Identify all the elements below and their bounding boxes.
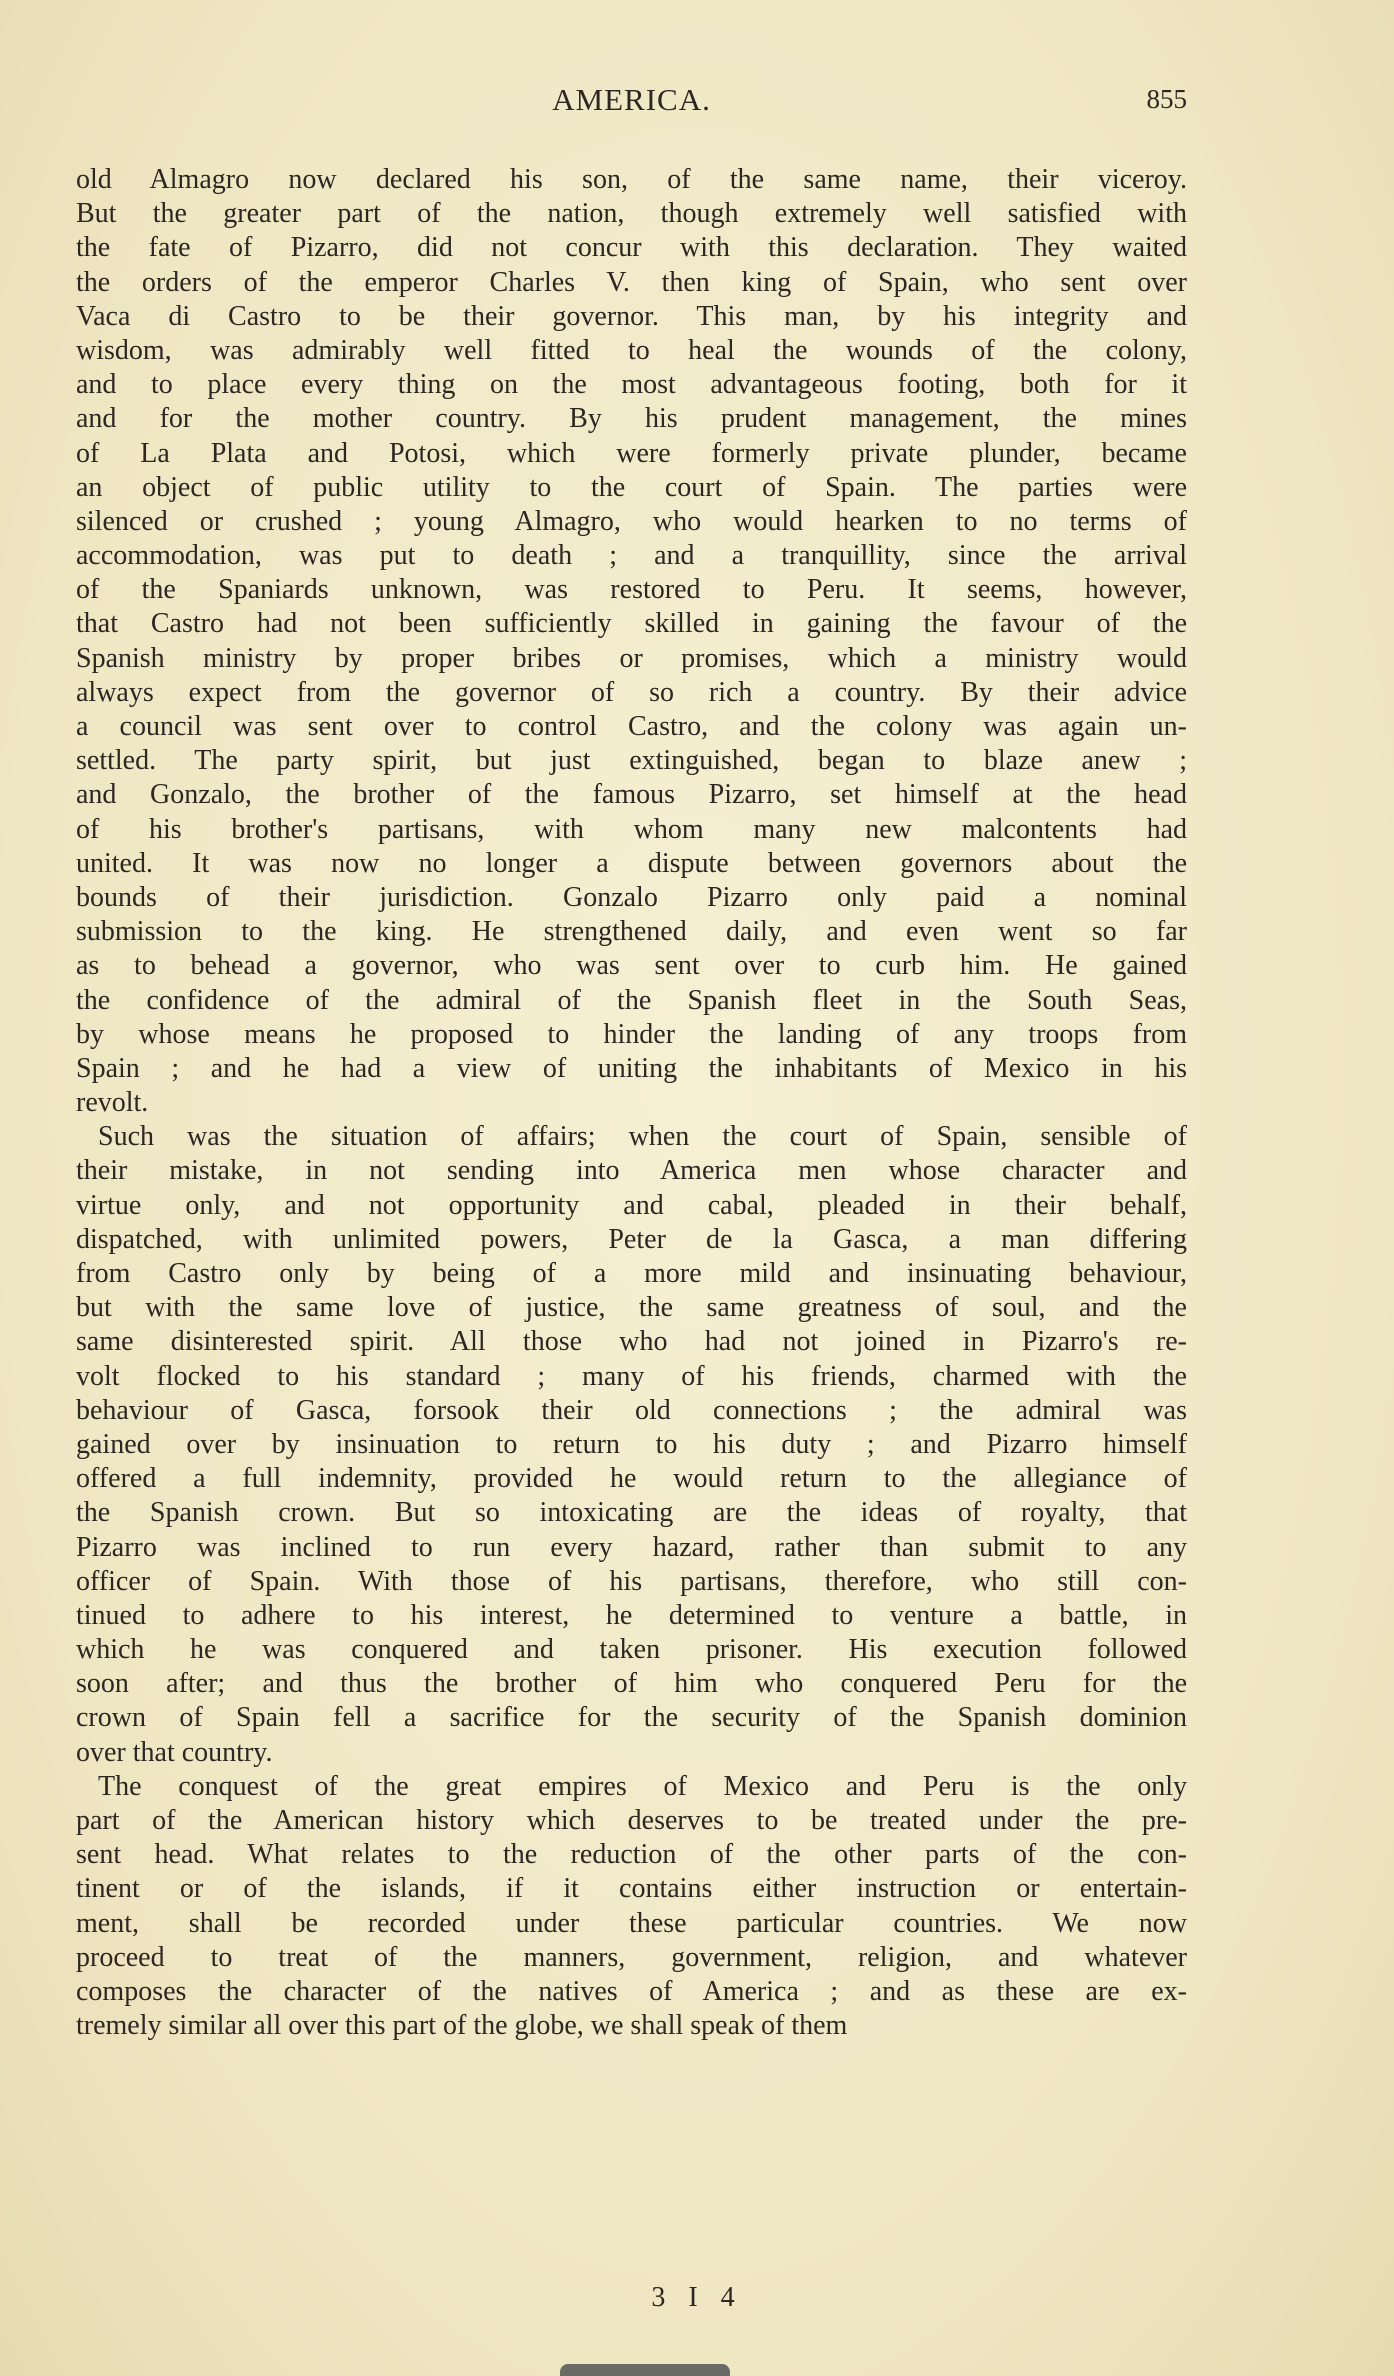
text-line: as to behead a governor, who was sent over to curb him. He gained xyxy=(76,950,1187,982)
text-line: same disinterested spirit. All those who had not joined in Pizarro's re- xyxy=(76,1326,1187,1358)
text-line: virtue only, and not opportunity and cabal, pleaded in their behalf, xyxy=(76,1189,1187,1221)
text-line: an object of public utility to the court of Spain. The parties were xyxy=(76,471,1187,503)
text-line: But the greater part of the nation, though extremely well satisfied with xyxy=(76,198,1187,230)
page-number: 855 xyxy=(1146,84,1187,114)
text-line: their mistake, in not sending into America men whose character and xyxy=(76,1155,1187,1187)
text-line: and Gonzalo, the brother of the famous Pizarro, set himself at the head xyxy=(76,779,1187,811)
text-line: and to place every thing on the most advantageous footing, both for it xyxy=(76,369,1187,401)
text-line: the orders of the emperor Charles V. then king of Spain, who sent over xyxy=(76,266,1187,298)
text-line: gained over by insinuation to return to his duty ; and Pizarro himself xyxy=(76,1428,1187,1460)
text-line: united. It was now no longer a dispute between governors about the xyxy=(76,847,1187,879)
text-line: from Castro only by being of a more mild and insinuating behaviour, xyxy=(76,1258,1187,1289)
text-line: Vaca di Castro to be their governor. This man, by his integrity and xyxy=(76,300,1187,332)
text-line: volt flocked to his standard ; many of his friends, charmed with the xyxy=(76,1360,1187,1392)
text-line: the confidence of the admiral of the Spanish fleet in the South Seas, xyxy=(76,984,1187,1016)
text-line: proceed to treat of the manners, government, religion, and whatever xyxy=(76,1941,1187,1973)
text-line: behaviour of Gasca, forsook their old connections ; the admiral was xyxy=(76,1394,1187,1426)
text-line: the fate of Pizarro, did not concur with this declaration. They waited xyxy=(76,232,1187,264)
text-line: over that country. xyxy=(76,1736,273,1768)
text-line: by whose means he proposed to hinder the landing of any troops from xyxy=(76,1018,1187,1050)
text-line: silenced or crushed ; young Almagro, who would hearken to no terms of xyxy=(76,505,1187,537)
text-line: revolt. xyxy=(76,1087,149,1119)
text-line: composes the character of the natives of America ; and as these are ex- xyxy=(76,1975,1187,2007)
text-line: which he was conquered and taken prisoner. His execution followed xyxy=(76,1634,1187,1666)
text-line: submission to the king. He strengthened daily, and even went so far xyxy=(76,916,1187,948)
signature-mark: 3 I 4 xyxy=(651,2282,743,2313)
text-line: dispatched, with unlimited powers, Peter de la Gasca, a man differing xyxy=(76,1223,1187,1255)
text-line: and for the mother country. By his prudent management, the mines xyxy=(76,403,1187,435)
text-line: old Almagro now declared his son, of the same name, their viceroy. xyxy=(76,164,1187,195)
text-line: settled. The party spirit, but just extinguished, began to blaze anew ; xyxy=(76,745,1187,777)
text-line: accommodation, was put to death ; and a tranquillity, since the arrival xyxy=(76,540,1187,572)
text-line: tinued to adhere to his interest, he determined to venture a battle, in xyxy=(76,1599,1187,1631)
text-line: Spanish ministry by proper bribes or promises, which a ministry would xyxy=(76,642,1187,674)
text-line: but with the same love of justice, the same greatness of soul, and the xyxy=(76,1292,1187,1324)
text-line: tinent or of the islands, if it contains either instruction or entertain- xyxy=(76,1873,1187,1905)
text-line: of his brother's partisans, with whom many new malcontents had xyxy=(76,813,1187,845)
text-line: The conquest of the great empires of Mexico and Peru is the only xyxy=(98,1770,1187,1802)
text-line: crown of Spain fell a sacrifice for the security of the Spanish dominion xyxy=(76,1702,1187,1734)
text-line: always expect from the governor of so rich a country. By their advice xyxy=(76,676,1187,708)
text-line: offered a full indemnity, provided he would return to the allegiance of xyxy=(76,1463,1187,1495)
body-text xyxy=(76,163,1187,2043)
scanner-clip xyxy=(560,2364,730,2376)
text-line: that Castro had not been sufficiently skilled in gaining the favour of the xyxy=(76,608,1187,640)
text-line: sent head. What relates to the reduction of the other parts of the con- xyxy=(76,1839,1187,1871)
text-line: part of the American history which deserves to be treated under the pre- xyxy=(76,1805,1187,1836)
running-header xyxy=(76,82,1187,122)
text-line: officer of Spain. With those of his partisans, therefore, who still con- xyxy=(76,1565,1187,1597)
text-line: of La Plata and Potosi, which were formerly private plunder, became xyxy=(76,437,1187,469)
text-line: Pizarro was inclined to run every hazard, rather than submit to any xyxy=(76,1531,1187,1563)
text-line: Spain ; and he had a view of uniting the inhabitants of Mexico in his xyxy=(76,1052,1187,1084)
text-line: ment, shall be recorded under these particular countries. We now xyxy=(76,1907,1187,1939)
text-line: bounds of their jurisdiction. Gonzalo Pizarro only paid a nominal xyxy=(76,881,1187,913)
text-line: tremely similar all over this part of the globe, we shall speak of them xyxy=(76,2010,848,2042)
text-line: soon after; and thus the brother of him who conquered Peru for the xyxy=(76,1668,1187,1700)
text-line: a council was sent over to control Castro, and the colony was again un- xyxy=(76,711,1187,742)
running-title: AMERICA. xyxy=(552,82,711,117)
text-line: Such was the situation of affairs; when the court of Spain, sensible of xyxy=(98,1121,1187,1153)
text-line: the Spanish crown. But so intoxicating are the ideas of royalty, that xyxy=(76,1497,1187,1529)
text-line: wisdom, was admirably well fitted to heal the wounds of the colony, xyxy=(76,334,1187,366)
text-line: of the Spaniards unknown, was restored to Peru. It seems, however, xyxy=(76,574,1187,606)
